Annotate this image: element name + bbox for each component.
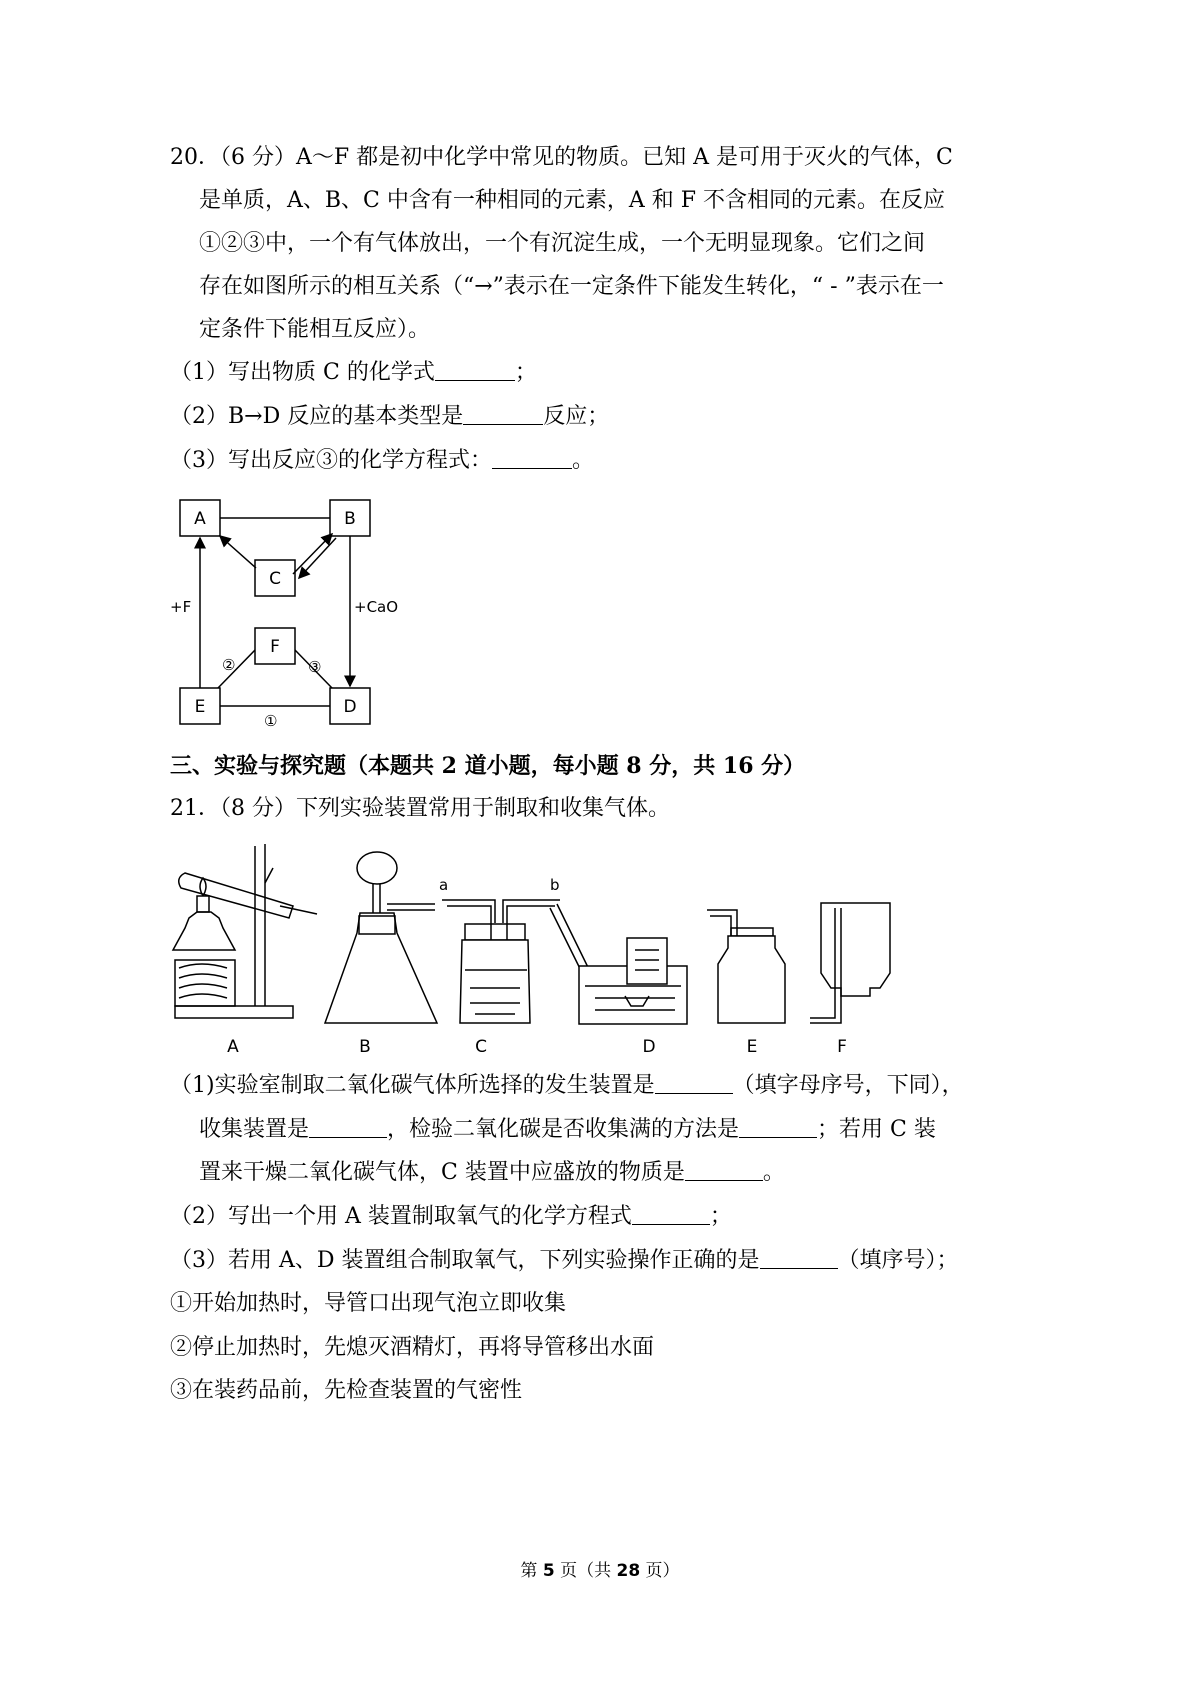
q20-sub2 bbox=[170, 402, 609, 432]
node-f-label: F bbox=[270, 637, 280, 657]
answer-blank[interactable] bbox=[309, 1117, 387, 1138]
answer-blank[interactable] bbox=[632, 1204, 710, 1225]
label-plus-cao: +CaO bbox=[354, 598, 399, 616]
q20-sub1-end: ； bbox=[514, 360, 537, 385]
q21-option-1: ①开始加热时，导管口出现气泡立即收集 bbox=[170, 1291, 567, 1316]
label-reaction-3: ③ bbox=[308, 658, 322, 676]
apparatus-label-f: F bbox=[837, 1037, 847, 1057]
apparatus-label-c: C bbox=[475, 1037, 487, 1057]
footer-page-number: 5 bbox=[542, 1561, 555, 1581]
node-b-label: B bbox=[344, 509, 356, 529]
node-a-label: A bbox=[194, 509, 206, 529]
footer-suffix: 页） bbox=[640, 1561, 680, 1581]
answer-blank[interactable] bbox=[435, 360, 515, 381]
q20-line-1: 20．（6 分）A～F 都是初中化学中常见的物质。已知 A 是可用于灭火的气体，C bbox=[170, 145, 953, 170]
q20-line-3: ①②③中，一个有气体放出，一个有沉淀生成，一个无明显现象。它们之间 bbox=[199, 231, 926, 256]
answer-blank[interactable] bbox=[760, 1248, 838, 1269]
footer-prefix: 第 bbox=[520, 1561, 543, 1581]
node-c-label: C bbox=[269, 569, 281, 589]
q20-sub2-end: 反应； bbox=[543, 404, 610, 429]
answer-blank[interactable] bbox=[685, 1160, 763, 1181]
apparatus-label-b: B bbox=[359, 1037, 371, 1057]
apparatus-d-drawing bbox=[550, 904, 687, 1024]
q21-s1-text-6: 置来干燥二氧化碳气体，C 装置中应盛放的物质是 bbox=[199, 1160, 685, 1185]
q21-s3-end: （填序号）； bbox=[837, 1248, 959, 1273]
q20-line-2: 是单质，A、B、C 中含有一种相同的元素，A 和 F 不含相同的元素。在反应 bbox=[199, 188, 946, 213]
q21-option-2: ②停止加热时，先熄灭酒精灯，再将导管移出水面 bbox=[170, 1335, 655, 1360]
section-3-heading: 三、实验与探究题（本题共 2 道小题，每小题 8 分，共 16 分） bbox=[170, 753, 806, 779]
label-plus-f: +F bbox=[170, 598, 192, 616]
apparatus-f-drawing bbox=[810, 903, 890, 1023]
q20-sub3-end: 。 bbox=[572, 448, 595, 473]
q21-s3 bbox=[170, 1246, 959, 1276]
q21-s1-text-3: 收集装置是 bbox=[199, 1117, 310, 1142]
label-reaction-2: ② bbox=[222, 656, 236, 674]
q21-apparatus-figure bbox=[165, 838, 905, 1063]
answer-blank[interactable] bbox=[739, 1117, 817, 1138]
q20-relationship-diagram bbox=[160, 490, 420, 740]
apparatus-label-e: E bbox=[746, 1037, 758, 1057]
apparatus-label-a: A bbox=[227, 1037, 239, 1057]
q21-s1-text-4: ，检验二氧化碳是否收集满的方法是 bbox=[387, 1117, 740, 1142]
footer-total-pages: 28 bbox=[616, 1561, 641, 1581]
apparatus-e-drawing bbox=[707, 910, 785, 1023]
answer-blank[interactable] bbox=[492, 448, 572, 469]
answer-blank[interactable] bbox=[463, 404, 543, 425]
apparatus-a-drawing bbox=[173, 844, 317, 1018]
q20-sub3-text: （3）写出反应③的化学方程式： bbox=[170, 448, 492, 473]
q21-s1-text-2: （填字母序号，下同）， bbox=[732, 1073, 964, 1098]
q21-s1-text-1: （1)实验室制取二氧化碳气体所选择的发生装置是 bbox=[170, 1073, 655, 1098]
answer-blank[interactable] bbox=[655, 1073, 733, 1094]
q20-sub2-text: （2）B→D 反应的基本类型是 bbox=[170, 404, 464, 429]
q21-s2-end: ； bbox=[709, 1204, 732, 1229]
q20-line-5: 定条件下能相互反应）。 bbox=[199, 317, 431, 342]
q20-sub1 bbox=[170, 358, 537, 388]
tube-label-a: a bbox=[439, 876, 449, 894]
q21-intro: 21．（8 分）下列实验装置常用于制取和收集气体。 bbox=[170, 796, 670, 821]
footer-mid: 页（共 bbox=[554, 1561, 617, 1581]
tube-label-b: b bbox=[550, 876, 560, 894]
label-reaction-1: ① bbox=[264, 712, 278, 730]
q21-option-3: ③在装药品前，先检查装置的气密性 bbox=[170, 1378, 523, 1403]
q21-s1-text-7: 。 bbox=[762, 1160, 785, 1185]
apparatus-c-drawing bbox=[442, 900, 560, 1023]
q20-sub3 bbox=[170, 446, 594, 476]
q21-s2 bbox=[170, 1202, 732, 1232]
page-footer bbox=[0, 1556, 1200, 1581]
arrow-c-to-b bbox=[293, 534, 332, 574]
apparatus-b-drawing bbox=[325, 852, 437, 1023]
arrow-b-to-c bbox=[299, 538, 336, 578]
q21-s3-text: （3）若用 A、D 装置组合制取氧气，下列实验操作正确的是 bbox=[170, 1248, 760, 1273]
node-e-label: E bbox=[194, 697, 206, 717]
apparatus-label-d: D bbox=[642, 1037, 656, 1057]
q20-sub1-text: （1）写出物质 C 的化学式 bbox=[170, 360, 435, 385]
q21-s2-text: （2）写出一个用 A 装置制取氧气的化学方程式 bbox=[170, 1204, 632, 1229]
node-d-label: D bbox=[343, 697, 357, 717]
q21-s1-text-5: ；若用 C 装 bbox=[817, 1117, 936, 1142]
arrow-c-to-a bbox=[220, 536, 256, 568]
q21-s1-line-1 bbox=[170, 1071, 964, 1101]
q20-line-4: 存在如图所示的相互关系（“→”表示在一定条件下能发生转化，“ - ”表示在一 bbox=[199, 274, 944, 299]
q21-s1-line-3 bbox=[199, 1158, 785, 1188]
q21-s1-line-2 bbox=[199, 1115, 936, 1145]
